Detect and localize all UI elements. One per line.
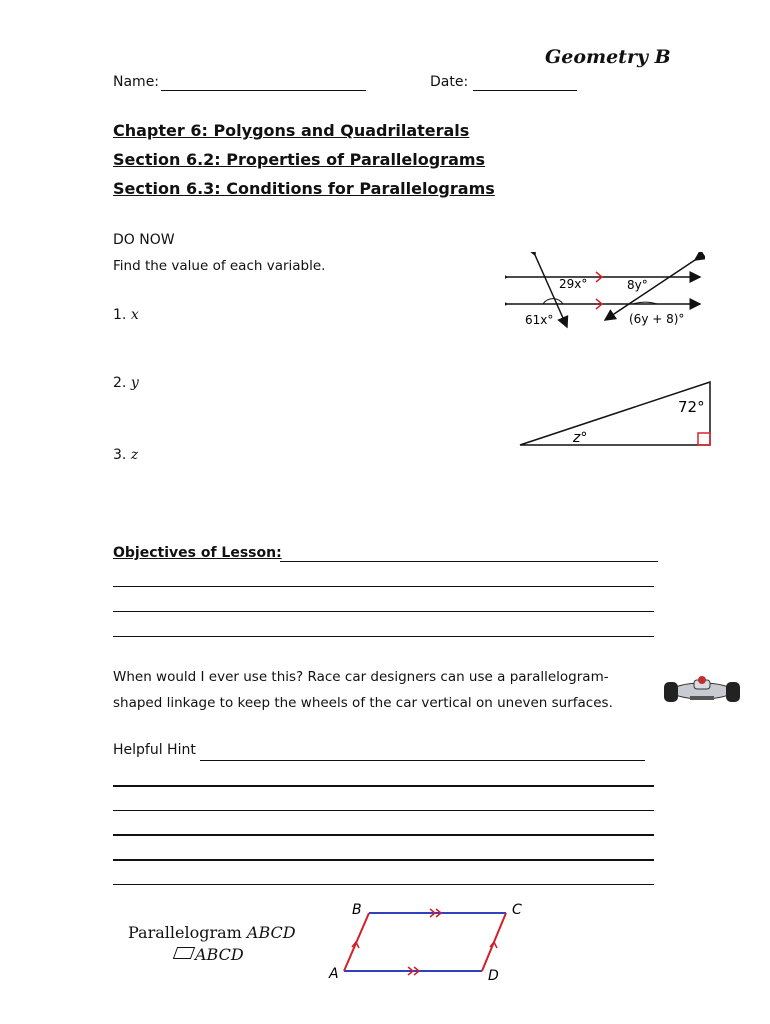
question-number: 1. <box>113 307 127 323</box>
vertex-label-c: C <box>512 902 522 918</box>
section-heading-6-2: Section 6.2: Properties of Parallelograms <box>113 150 486 169</box>
date-label: Date: <box>430 74 469 90</box>
angle-label-72: 72° <box>678 398 705 416</box>
vertex-label-d: D <box>488 968 499 984</box>
hint-blank <box>113 859 654 861</box>
objectives-blank <box>113 636 654 637</box>
car-wing <box>690 696 714 700</box>
parallel-lines-figure <box>505 252 705 337</box>
objectives-blank <box>113 611 654 612</box>
section-heading-6-3: Section 6.3: Conditions for Parallelograms <box>113 179 495 198</box>
question-1 <box>113 307 139 323</box>
name-label: Name: <box>113 74 160 90</box>
objectives-label: Objectives of Lesson: <box>113 545 282 561</box>
transversal-2 <box>605 260 695 320</box>
angle-label-8y: 8y° <box>627 278 648 292</box>
car-wheel <box>726 682 740 702</box>
vertex-label-b: B <box>352 902 362 918</box>
parallelogram-symbol-name: ABCD <box>195 945 244 964</box>
application-text-line-2: shaped linkage to keep the wheels of the car vertical on uneven surfaces. <box>113 695 613 711</box>
do-now-label: DO NOW <box>113 232 175 248</box>
angle-arc <box>543 299 563 304</box>
race-car-image <box>662 668 742 710</box>
do-now-instruction: Find the value of each variable. <box>113 258 326 274</box>
helpful-hint-label: Helpful Hint <box>113 742 196 758</box>
angle-label-29x: 29x° <box>559 277 588 291</box>
vertex-label-a: A <box>329 966 339 982</box>
car-wheel <box>664 682 678 702</box>
question-variable: y <box>130 375 139 391</box>
hint-blank <box>113 884 654 885</box>
parallelogram-name: ABCD <box>246 923 296 942</box>
question-number: 3. <box>113 447 127 463</box>
angle-label-61x: 61x° <box>525 313 554 327</box>
question-number: 2. <box>113 375 127 391</box>
course-title: Geometry B <box>545 46 671 68</box>
angle-label-z: z° <box>573 430 588 446</box>
parallelogram-word: Parallelogram <box>128 923 242 942</box>
right-triangle-figure <box>515 372 715 457</box>
right-angle-mark <box>698 433 710 445</box>
hint-blank <box>200 760 645 761</box>
hint-blank <box>113 810 654 811</box>
hint-blank <box>113 785 654 787</box>
objectives-blank <box>113 586 654 587</box>
question-variable: x <box>130 307 139 323</box>
date-blank <box>473 90 577 91</box>
question-3 <box>113 447 138 463</box>
parallelogram-label <box>128 923 296 942</box>
chapter-heading: Chapter 6: Polygons and Quadrilaterals <box>113 121 470 140</box>
application-text-line-1: When would I ever use this? Race car designers can use a parallelogram- <box>113 669 609 685</box>
parallelogram-symbol-icon <box>173 947 195 959</box>
parallelogram-figure <box>320 898 535 990</box>
question-2 <box>113 375 139 391</box>
parallelogram-symbol <box>175 945 244 964</box>
question-variable: z <box>130 447 139 463</box>
hint-blank <box>113 834 654 836</box>
name-blank <box>161 90 366 91</box>
driver-helmet <box>698 676 706 684</box>
angle-label-6y-plus-8: (6y + 8)° <box>629 312 685 326</box>
objectives-blank <box>280 561 658 562</box>
